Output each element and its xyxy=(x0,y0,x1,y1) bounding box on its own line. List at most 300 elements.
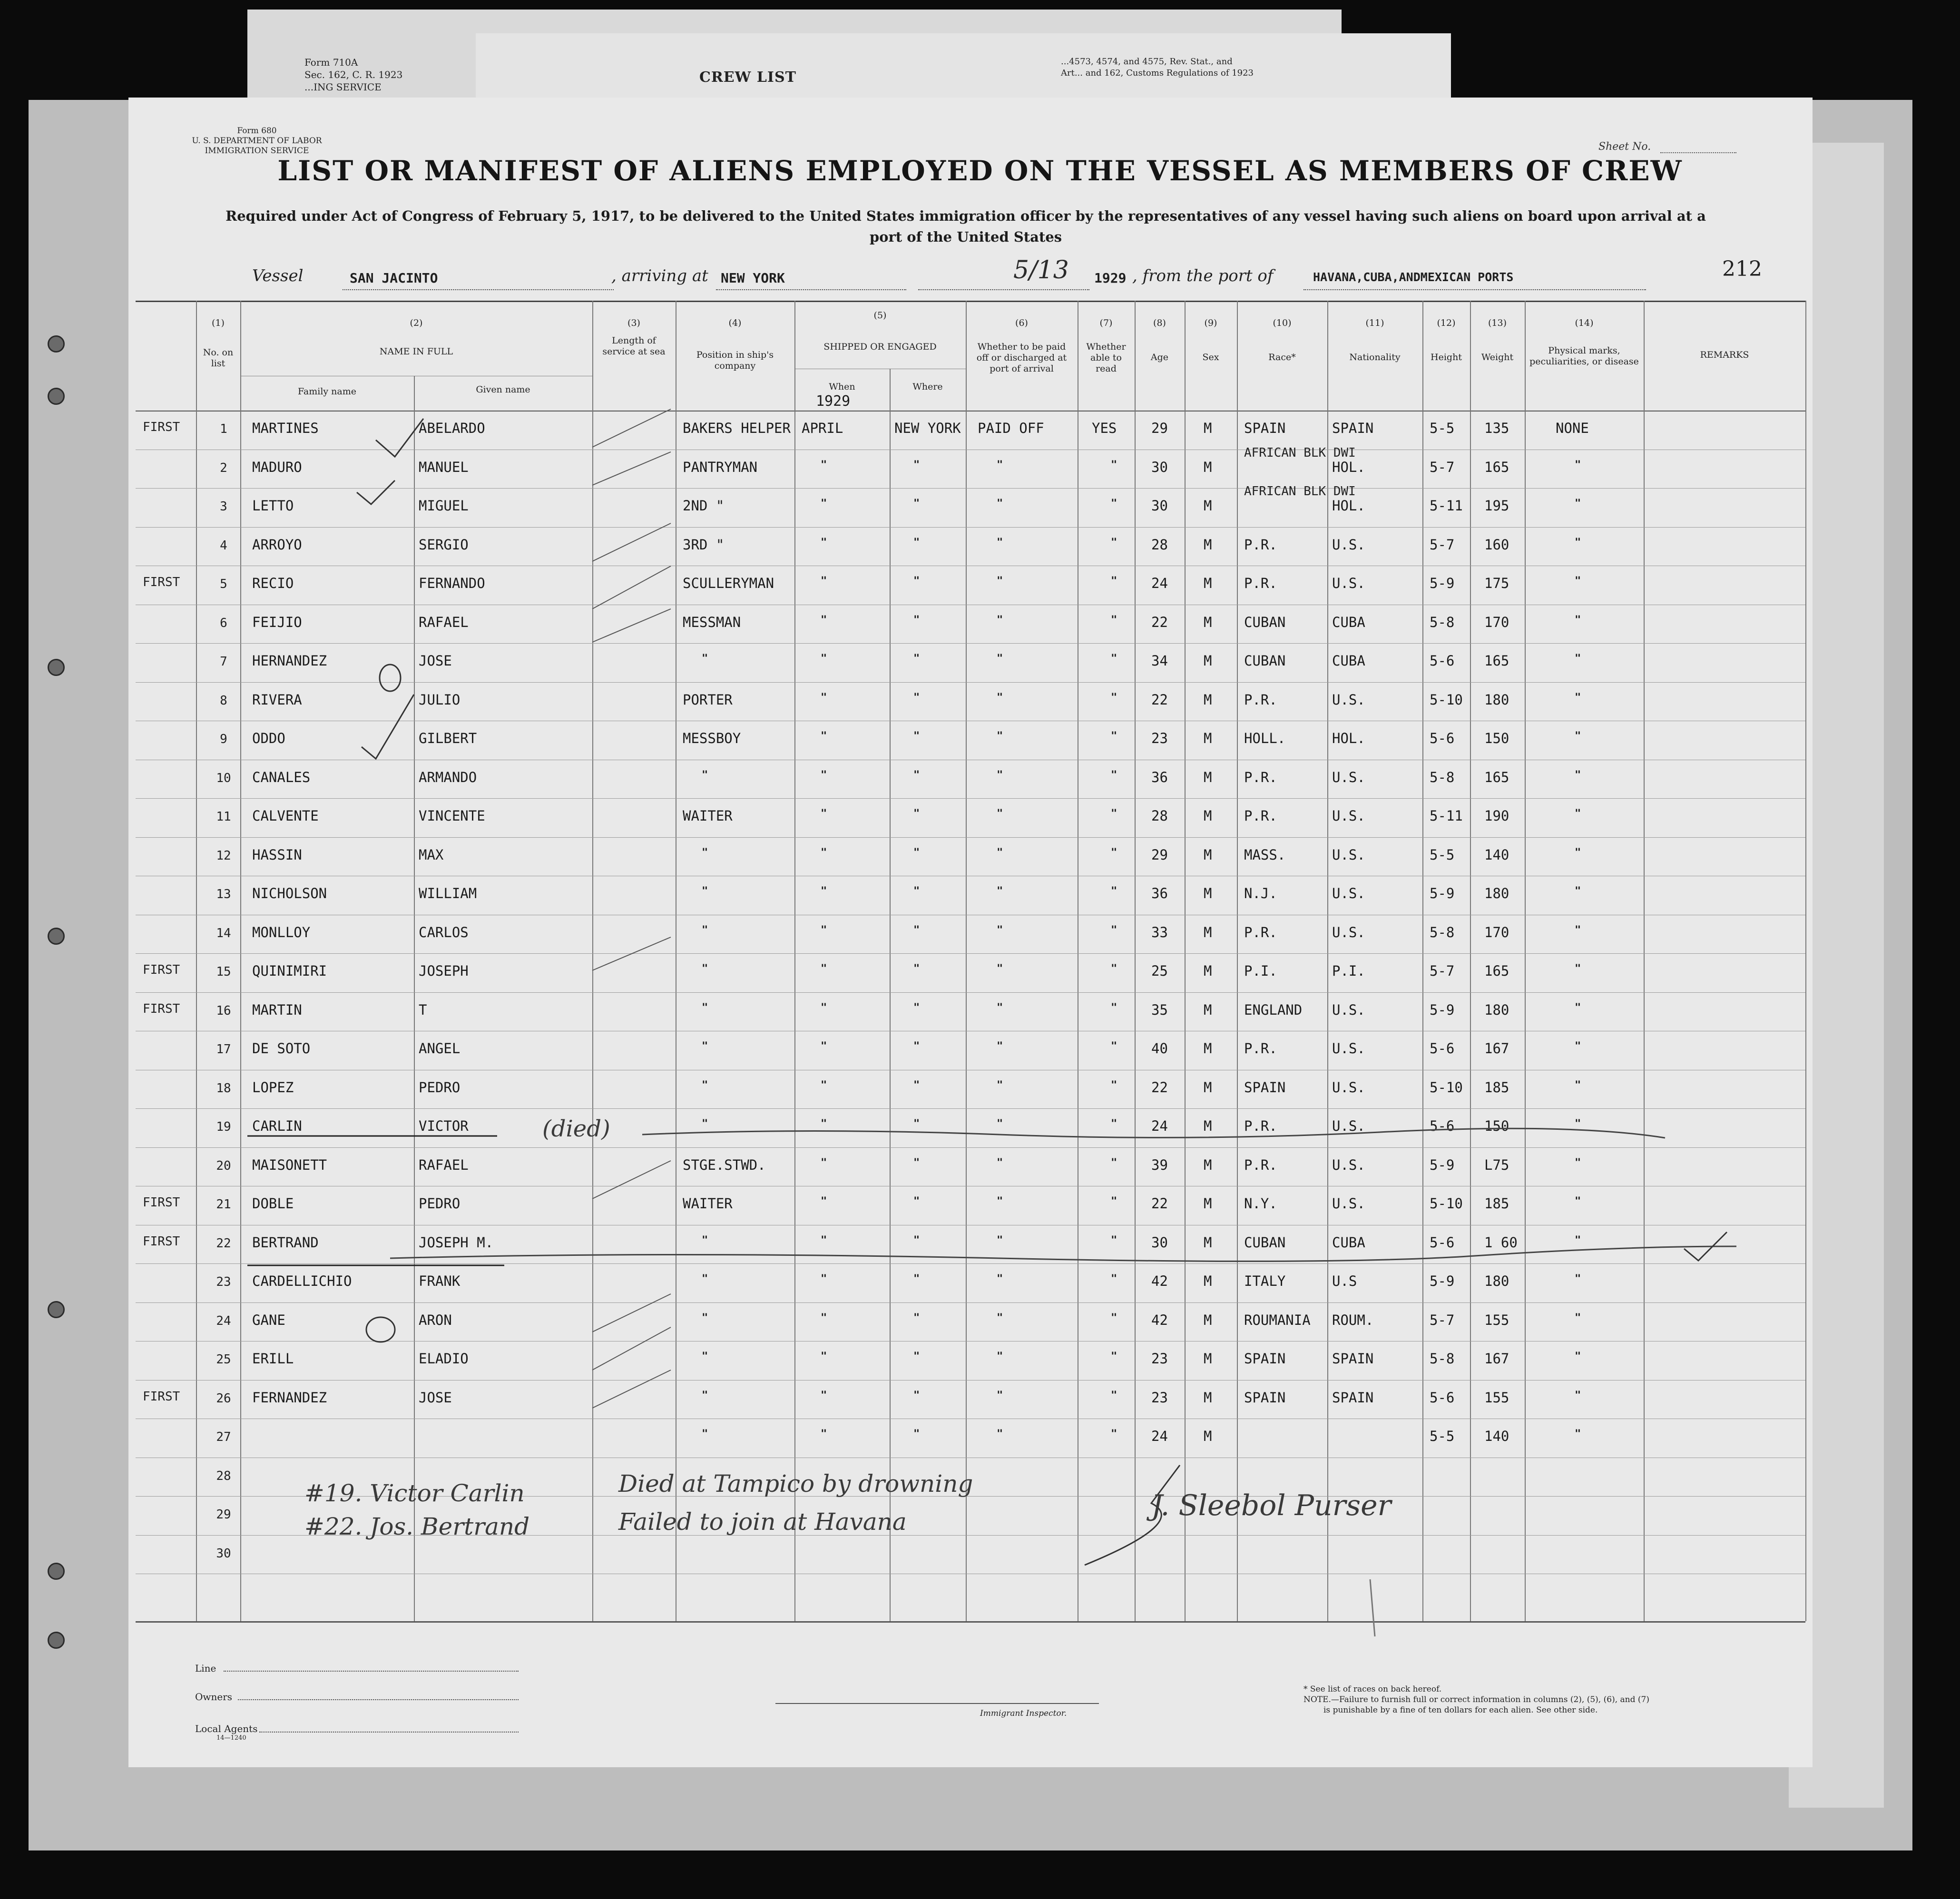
col-divider xyxy=(1327,301,1328,1621)
cell-wt: 160 xyxy=(1484,536,1509,553)
cell-given: ARMANDO xyxy=(419,769,477,785)
cell-nat: U.S. xyxy=(1332,1156,1365,1173)
cell-nat: U.S. xyxy=(1332,769,1365,785)
cell-note: FIRST xyxy=(143,420,180,434)
header-where: Where xyxy=(912,382,943,392)
cell-family: MADURO xyxy=(252,459,302,475)
cell-where: " xyxy=(913,924,920,936)
cell-when: " xyxy=(821,1312,827,1324)
cell-position: " xyxy=(702,653,708,665)
header-when: When xyxy=(829,382,855,392)
handwritten-note-2: Failed to join at Havana xyxy=(618,1508,907,1536)
cell-sex: M xyxy=(1204,1001,1212,1018)
cell-nat: CUBA xyxy=(1332,1234,1365,1251)
cell-family: MARTINES xyxy=(252,420,319,436)
cell-ht: 5-5 xyxy=(1430,846,1455,863)
col-num-1: (1) xyxy=(212,318,225,328)
cell-race: SPAIN xyxy=(1244,420,1286,436)
cell-wt: 167 xyxy=(1484,1040,1509,1057)
cell-wt: 155 xyxy=(1484,1312,1509,1328)
cell-race: AFRICAN BLK DWI xyxy=(1244,445,1356,460)
cell-marks: NONE xyxy=(1556,420,1589,436)
header-no-on-list: No. on list xyxy=(203,347,234,369)
col-divider xyxy=(1237,301,1238,1621)
row-number: 23 xyxy=(216,1275,231,1289)
cell-paid: PAID OFF xyxy=(978,420,1044,436)
cell-race: MASS. xyxy=(1244,846,1286,863)
cell-family: CANALES xyxy=(252,769,311,785)
cell-nat: U.S. xyxy=(1332,808,1365,824)
footer-owners-field xyxy=(238,1699,519,1700)
cell-ht: 5-9 xyxy=(1430,1001,1455,1018)
col-num-14: (14) xyxy=(1575,318,1594,328)
cell-age: 23 xyxy=(1151,1389,1168,1406)
footer-owners-label: Owners xyxy=(195,1691,233,1703)
header-family-name: Family name xyxy=(298,386,356,397)
cell-paid: " xyxy=(997,575,1003,587)
cell-age: 28 xyxy=(1151,536,1168,553)
cell-when: " xyxy=(821,1389,827,1401)
vessel-dots xyxy=(343,289,614,290)
cell-age: 24 xyxy=(1151,1428,1168,1444)
col-divider xyxy=(592,301,593,1621)
cell-marks: " xyxy=(1575,1118,1581,1130)
cell-ht: 5-8 xyxy=(1430,614,1455,630)
cell-age: 36 xyxy=(1151,885,1168,901)
sheet-no-label: Sheet No. xyxy=(1598,141,1651,153)
cell-wt: L75 xyxy=(1484,1156,1509,1173)
cell-position: " xyxy=(702,1428,708,1440)
cell-position: SCULLERYMAN xyxy=(683,575,774,591)
cell-paid: " xyxy=(997,1312,1003,1324)
col-divider xyxy=(794,301,795,1621)
cell-age: 29 xyxy=(1151,846,1168,863)
row-line xyxy=(136,798,1805,799)
row-number: 1 xyxy=(220,422,227,436)
handwritten-note-2-name: #22. Jos. Bertrand xyxy=(304,1513,530,1540)
row-number: 21 xyxy=(216,1197,231,1212)
cell-paid: " xyxy=(997,1079,1003,1091)
cell-read: " xyxy=(1111,1079,1117,1091)
page-number: 212 xyxy=(1722,257,1762,281)
cell-age: 34 xyxy=(1151,653,1168,669)
cell-given: ARON xyxy=(419,1312,452,1328)
cell-age: 29 xyxy=(1151,420,1168,436)
cell-race: SPAIN xyxy=(1244,1351,1286,1367)
cell-family: FEIJIO xyxy=(252,614,302,630)
row-number: 11 xyxy=(216,810,231,824)
cell-where: NEW YORK xyxy=(894,420,961,436)
cell-race: N.J. xyxy=(1244,885,1277,901)
cell-read: " xyxy=(1111,963,1117,975)
cell-family: CARDELLICHIO xyxy=(252,1273,352,1289)
cell-position: " xyxy=(702,1351,708,1362)
row-number: 27 xyxy=(216,1430,231,1444)
cell-sex: M xyxy=(1204,1428,1212,1444)
cell-when: " xyxy=(821,808,827,820)
from-port-dots xyxy=(1303,289,1646,290)
cell-where: " xyxy=(913,1428,920,1440)
header-age: Age xyxy=(1150,352,1169,362)
cell-race: HOLL. xyxy=(1244,730,1286,746)
cell-marks: " xyxy=(1575,575,1581,587)
cell-position: " xyxy=(702,1079,708,1091)
cell-position: " xyxy=(702,1118,708,1130)
cell-sex: M xyxy=(1204,846,1212,863)
cell-when: " xyxy=(821,575,827,587)
cell-ht: 5-5 xyxy=(1430,1428,1455,1444)
cell-where: " xyxy=(913,1156,920,1169)
cell-where: " xyxy=(913,1312,920,1324)
cell-position: PANTRYMAN xyxy=(683,459,758,475)
cell-read: " xyxy=(1111,1273,1117,1285)
cell-marks: " xyxy=(1575,1156,1581,1169)
cell-note: FIRST xyxy=(143,1389,180,1404)
cell-wt: 167 xyxy=(1484,1351,1509,1367)
cell-given: MANUEL xyxy=(419,459,469,475)
cell-read: " xyxy=(1111,1312,1117,1324)
row-number: 4 xyxy=(220,538,227,553)
row-number: 7 xyxy=(220,655,227,669)
cell-paid: " xyxy=(997,924,1003,936)
cell-family: NICHOLSON xyxy=(252,885,327,901)
cell-race: ITALY xyxy=(1244,1273,1286,1289)
purser-signature: J. Sleebol Purser xyxy=(1151,1489,1392,1522)
cell-ht: 5-9 xyxy=(1430,1273,1455,1289)
cell-nat: ROUM. xyxy=(1332,1312,1374,1328)
cell-position: " xyxy=(702,1389,708,1401)
cell-read: " xyxy=(1111,1389,1117,1401)
cell-nat: CUBA xyxy=(1332,614,1365,630)
cell-given: MIGUEL xyxy=(419,498,469,514)
cell-given: FRANK xyxy=(419,1273,461,1289)
cell-where: " xyxy=(913,1040,920,1052)
cell-position: PORTER xyxy=(683,691,733,708)
cell-race: P.R. xyxy=(1244,536,1277,553)
cell-position: 2ND " xyxy=(683,498,725,514)
cell-marks: " xyxy=(1575,963,1581,975)
cell-when: " xyxy=(821,924,827,936)
cell-position: " xyxy=(702,963,708,975)
row-line xyxy=(136,643,1805,644)
cell-family: BERTRAND xyxy=(252,1234,319,1251)
cell-read: " xyxy=(1111,1428,1117,1440)
cell-wt: 190 xyxy=(1484,808,1509,824)
cell-marks: " xyxy=(1575,769,1581,781)
binder-hole xyxy=(48,1632,65,1649)
cell-family: FERNANDEZ xyxy=(252,1389,327,1406)
cell-read: " xyxy=(1111,1001,1117,1014)
row-number: 20 xyxy=(216,1158,231,1173)
cell-ht: 5-11 xyxy=(1430,808,1463,824)
cell-ht: 5-6 xyxy=(1430,1389,1455,1406)
row-line xyxy=(136,992,1805,993)
cell-where: " xyxy=(913,1118,920,1130)
cell-marks: " xyxy=(1575,1428,1581,1440)
cell-family: LETTO xyxy=(252,498,294,514)
handwritten-note-1-name: #19. Victor Carlin xyxy=(304,1479,525,1507)
cell-race: P.R. xyxy=(1244,808,1277,824)
cell-paid: " xyxy=(997,614,1003,626)
cell-position: BAKERS HELPER xyxy=(683,420,791,436)
cell-wt: 180 xyxy=(1484,691,1509,708)
cell-marks: " xyxy=(1575,1351,1581,1362)
row-number: 26 xyxy=(216,1391,231,1406)
col-divider xyxy=(414,376,415,1621)
cell-wt: 165 xyxy=(1484,459,1509,475)
cell-race: SPAIN xyxy=(1244,1389,1286,1406)
cell-position: WAITER xyxy=(683,1195,733,1212)
sheet-no-field xyxy=(1660,152,1736,153)
cell-family: DOBLE xyxy=(252,1195,294,1212)
cell-given: T xyxy=(419,1001,427,1018)
cell-sex: M xyxy=(1204,1273,1212,1289)
row-number: 6 xyxy=(220,616,227,630)
cell-sex: M xyxy=(1204,808,1212,824)
cell-family: RIVERA xyxy=(252,691,302,708)
cell-wt: 140 xyxy=(1484,1428,1509,1444)
cell-position: " xyxy=(702,1312,708,1324)
cell-marks: " xyxy=(1575,653,1581,665)
cell-position: STGE.STWD. xyxy=(683,1156,766,1173)
cell-sex: M xyxy=(1204,575,1212,591)
cell-marks: " xyxy=(1575,614,1581,626)
cell-marks: " xyxy=(1575,730,1581,742)
cell-nat: HOL. xyxy=(1332,730,1365,746)
cell-family: LOPEZ xyxy=(252,1079,294,1096)
cell-paid: " xyxy=(997,1428,1003,1440)
binder-hole xyxy=(48,1563,65,1580)
cell-ht: 5-7 xyxy=(1430,536,1455,553)
cell-nat: U.S xyxy=(1332,1273,1357,1289)
cell-marks: " xyxy=(1575,1040,1581,1052)
cell-nat: U.S. xyxy=(1332,924,1365,940)
cell-ht: 5-7 xyxy=(1430,459,1455,475)
cell-when: " xyxy=(821,1001,827,1014)
cell-given: ABELARDO xyxy=(419,420,485,436)
cell-position: WAITER xyxy=(683,808,733,824)
cell-paid: " xyxy=(997,459,1003,471)
cell-family: ARROYO xyxy=(252,536,302,553)
cell-marks: " xyxy=(1575,459,1581,471)
cell-read: " xyxy=(1111,808,1117,820)
cell-ht: 5-9 xyxy=(1430,575,1455,591)
cell-sex: M xyxy=(1204,1312,1212,1328)
cell-family: ODDO xyxy=(252,730,285,746)
col-divider xyxy=(1805,301,1806,1621)
cell-marks: " xyxy=(1575,1389,1581,1401)
cell-paid: " xyxy=(997,730,1003,742)
header-shipped-or-engaged: SHIPPED OR ENGAGED xyxy=(823,342,937,352)
cell-ht: 5-11 xyxy=(1430,498,1463,514)
cell-read: " xyxy=(1111,536,1117,548)
cell-race: P.R. xyxy=(1244,1040,1277,1057)
binder-hole xyxy=(48,928,65,945)
cell-sex: M xyxy=(1204,769,1212,785)
cell-given: JOSE xyxy=(419,653,452,669)
cell-age: 23 xyxy=(1151,730,1168,746)
grid-bottom-border xyxy=(136,1621,1805,1623)
cell-where: " xyxy=(913,459,920,471)
cell-ht: 5-8 xyxy=(1430,769,1455,785)
cell-marks: " xyxy=(1575,846,1581,859)
cell-nat: U.S. xyxy=(1332,1195,1365,1212)
cell-race: SPAIN xyxy=(1244,1079,1286,1096)
cell-family: GANE xyxy=(252,1312,285,1328)
cell-marks: " xyxy=(1575,1273,1581,1285)
col-divider xyxy=(1185,301,1186,1621)
row-line xyxy=(136,682,1805,683)
cell-where: " xyxy=(913,808,920,820)
header-given-name: Given name xyxy=(476,384,530,395)
cell-sex: M xyxy=(1204,536,1212,553)
cell-paid: " xyxy=(997,1389,1003,1401)
cell-given: GILBERT xyxy=(419,730,477,746)
row-number: 5 xyxy=(220,577,227,591)
cell-given: JOSE xyxy=(419,1389,452,1406)
row-line xyxy=(136,837,1805,838)
cell-family: DE SOTO xyxy=(252,1040,311,1057)
cell-where: " xyxy=(913,1001,920,1014)
cell-given: PEDRO xyxy=(419,1079,461,1096)
cell-ht: 5-6 xyxy=(1430,653,1455,669)
cell-sex: M xyxy=(1204,1040,1212,1057)
header-sex: Sex xyxy=(1202,352,1219,362)
cell-read: " xyxy=(1111,614,1117,626)
row-number: 2 xyxy=(220,460,227,475)
cell-wt: 185 xyxy=(1484,1079,1509,1096)
cell-paid: " xyxy=(997,846,1003,859)
row-number: 15 xyxy=(216,965,231,979)
cell-where: " xyxy=(913,1351,920,1362)
cell-sex: M xyxy=(1204,1389,1212,1406)
cell-given: VICTOR xyxy=(419,1118,469,1134)
col-divider xyxy=(196,301,197,1621)
row-line xyxy=(136,1302,1805,1303)
from-port-label: , from the port of xyxy=(1132,266,1274,285)
cell-family: HERNANDEZ xyxy=(252,653,327,669)
cell-given: FERNANDO xyxy=(419,575,485,591)
cell-given: SERGIO xyxy=(419,536,469,553)
cell-position: " xyxy=(702,1234,708,1246)
row-number: 17 xyxy=(216,1042,231,1057)
cell-age: 23 xyxy=(1151,1351,1168,1367)
header-when-year: 1929 xyxy=(816,393,851,410)
cell-sex: M xyxy=(1204,963,1212,979)
cell-position: " xyxy=(702,1040,708,1052)
row-number: 29 xyxy=(216,1507,231,1522)
cell-age: 40 xyxy=(1151,1040,1168,1057)
cell-wt: 140 xyxy=(1484,846,1509,863)
row-number: 28 xyxy=(216,1468,231,1483)
cell-when: " xyxy=(821,691,827,704)
col-num-8: (8) xyxy=(1153,318,1166,328)
cell-age: 42 xyxy=(1151,1273,1168,1289)
cell-read: " xyxy=(1111,885,1117,897)
cell-position: " xyxy=(702,769,708,781)
row-line xyxy=(136,1108,1805,1109)
cell-where: " xyxy=(913,730,920,742)
header-name-in-full: NAME IN FULL xyxy=(379,346,453,357)
cell-wt: 180 xyxy=(1484,1001,1509,1018)
cell-race: ROUMANIA xyxy=(1244,1312,1311,1328)
cell-sex: M xyxy=(1204,691,1212,708)
binder-hole xyxy=(48,1301,65,1318)
cell-ht: 5-9 xyxy=(1430,1156,1455,1173)
cell-position: " xyxy=(702,885,708,897)
cell-race: P.R. xyxy=(1244,691,1277,708)
cell-age: 30 xyxy=(1151,1234,1168,1251)
header-nationality: Nationality xyxy=(1349,352,1401,362)
row-line xyxy=(136,527,1805,528)
cell-where: " xyxy=(913,536,920,548)
cell-age: 33 xyxy=(1151,924,1168,940)
cell-read: " xyxy=(1111,1195,1117,1207)
col-num-11: (11) xyxy=(1365,318,1384,328)
cell-marks: " xyxy=(1575,924,1581,936)
cell-given: WILLIAM xyxy=(419,885,477,901)
cell-sex: M xyxy=(1204,420,1212,436)
cell-sex: M xyxy=(1204,1234,1212,1251)
binder-hole xyxy=(48,388,65,405)
cell-paid: " xyxy=(997,963,1003,975)
cell-given: ANGEL xyxy=(419,1040,461,1057)
cell-where: " xyxy=(913,846,920,859)
cell-where: " xyxy=(913,1389,920,1401)
cell-read: " xyxy=(1111,1118,1117,1130)
row-line xyxy=(136,1263,1805,1264)
cell-when: APRIL xyxy=(802,420,843,436)
cell-race: N.Y. xyxy=(1244,1195,1277,1212)
cell-where: " xyxy=(913,691,920,704)
cell-wt: 165 xyxy=(1484,769,1509,785)
cell-where: " xyxy=(913,1234,920,1246)
cell-read: " xyxy=(1111,1351,1117,1362)
cell-paid: " xyxy=(997,653,1003,665)
col-divider xyxy=(240,301,241,1621)
col-divider xyxy=(966,301,967,1621)
row-number: 25 xyxy=(216,1352,231,1367)
cell-marks: " xyxy=(1575,1234,1581,1246)
cell-nat: U.S. xyxy=(1332,1079,1365,1096)
cell-sex: M xyxy=(1204,885,1212,901)
cell-given: VINCENTE xyxy=(419,808,485,824)
cell-note: FIRST xyxy=(143,575,180,589)
cell-given: RAFAEL xyxy=(419,1156,469,1173)
cell-note: FIRST xyxy=(143,1001,180,1016)
cell-where: " xyxy=(913,653,920,665)
cell-ht: 5-7 xyxy=(1430,963,1455,979)
cell-position: " xyxy=(702,1001,708,1014)
cell-where: " xyxy=(913,575,920,587)
cell-when: " xyxy=(821,1273,827,1285)
cell-ht: 5-6 xyxy=(1430,1234,1455,1251)
arrival-year: 1929 xyxy=(1094,270,1127,286)
cell-race: P.R. xyxy=(1244,924,1277,940)
cell-family: HASSIN xyxy=(252,846,302,863)
cell-read: " xyxy=(1111,846,1117,859)
cell-where: " xyxy=(913,963,920,975)
binder-hole xyxy=(48,659,65,676)
cell-family: MONLLOY xyxy=(252,924,311,940)
cell-age: 22 xyxy=(1151,1195,1168,1212)
row-number: 24 xyxy=(216,1313,231,1328)
cell-family: ERILL xyxy=(252,1351,294,1367)
cell-sex: M xyxy=(1204,653,1212,669)
cell-nat: U.S. xyxy=(1332,1040,1365,1057)
cell-where: " xyxy=(913,1273,920,1285)
back-form-statute: ...4573, 4574, and 4575, Rev. Stat., and Art... and 162, Customs Regulations of 1923 xyxy=(1061,57,1254,78)
